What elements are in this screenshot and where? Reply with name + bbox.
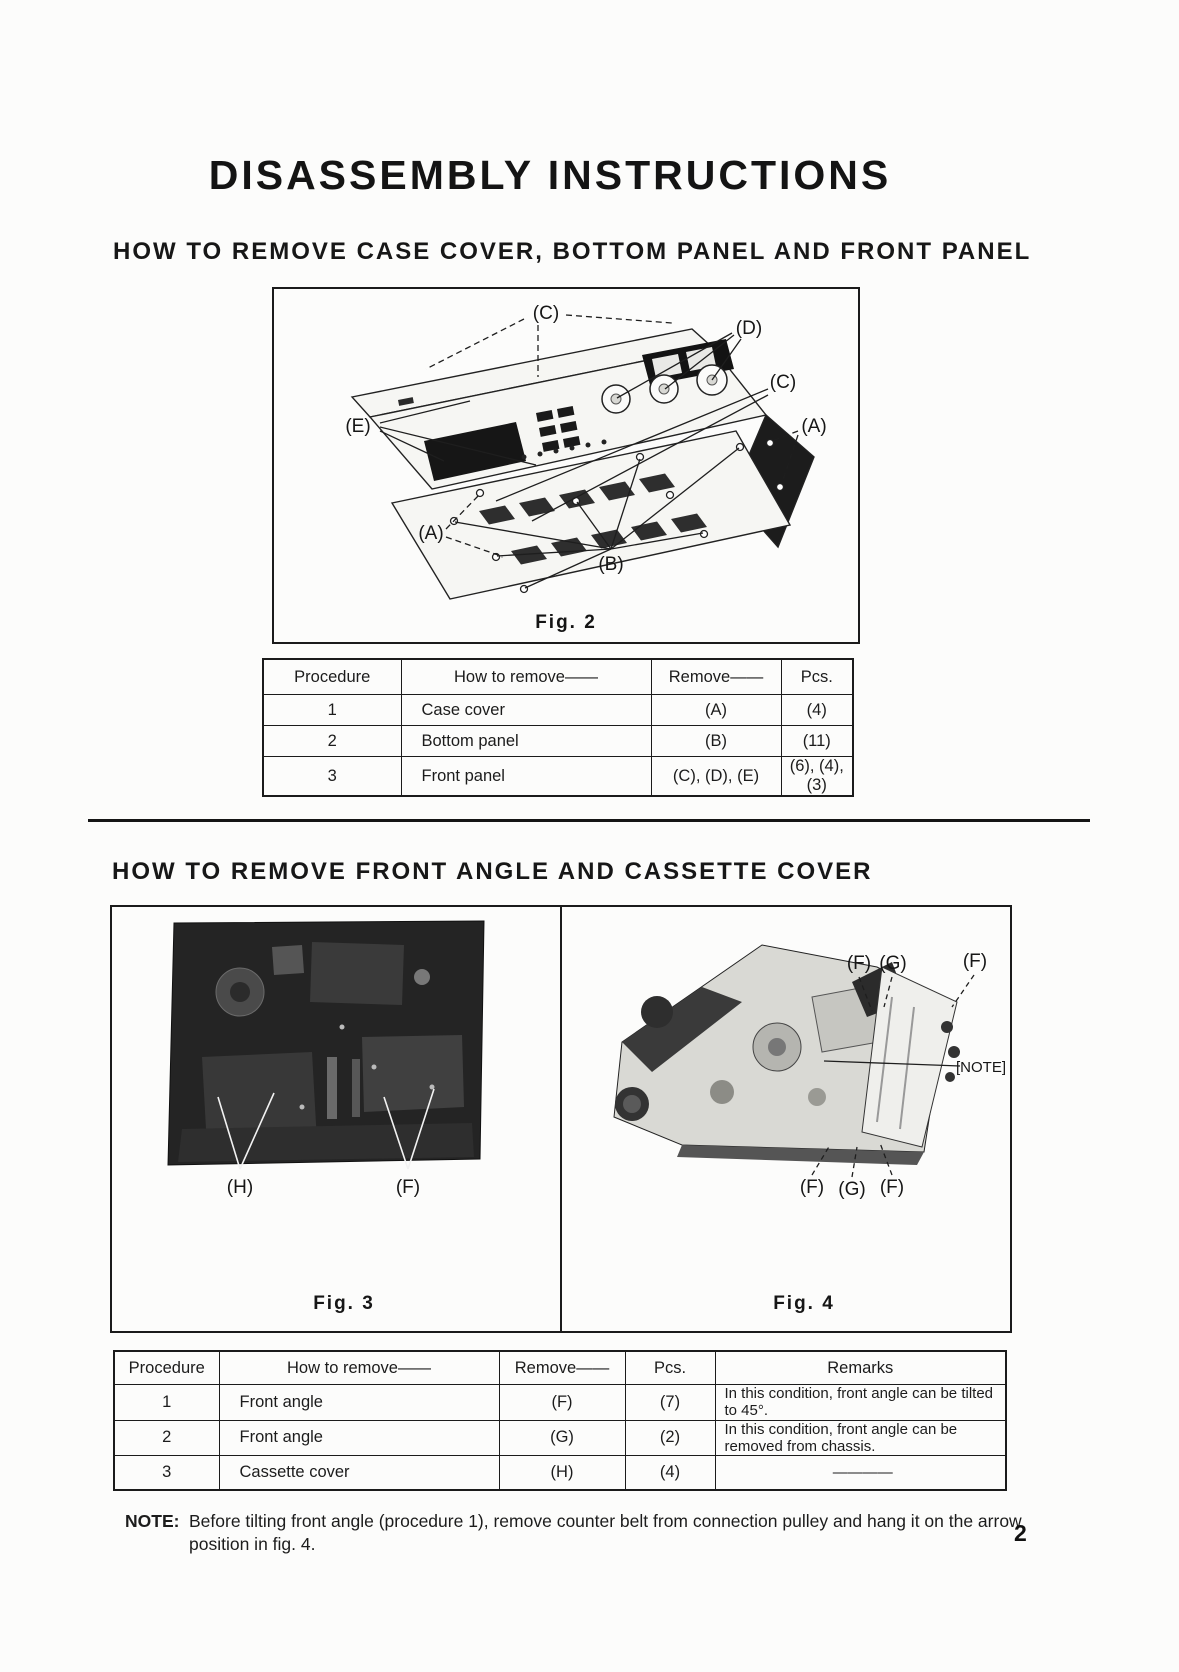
figure-4 — [562, 907, 1010, 1331]
fig2-drawing — [274, 289, 858, 641]
t1-cell: Bottom panel — [401, 726, 651, 757]
t2-cell: (7) — [625, 1385, 715, 1421]
t1-cell: (C), (D), (E) — [651, 757, 781, 797]
t2-cell: 3 — [114, 1456, 219, 1491]
fig2-label-c-right: (C) — [769, 372, 797, 393]
t1-cell: (A) — [651, 695, 781, 726]
table-row — [114, 1385, 1006, 1421]
t2-cell: In this condition, front angle can be removed from chassis. — [715, 1420, 1006, 1456]
t1-cell: 3 — [263, 757, 401, 797]
fig2-label-e: (E) — [345, 416, 371, 437]
t2-header-remove: Remove—— — [499, 1351, 625, 1385]
t2-cell: Front angle — [219, 1385, 499, 1421]
t1-header-procedure: Procedure — [263, 659, 401, 695]
t2-cell: (H) — [499, 1456, 625, 1491]
section2-heading: HOW TO REMOVE FRONT ANGLE AND CASSETTE COVER — [112, 858, 873, 885]
t1-cell: (6), (4), (3) — [781, 757, 853, 797]
fig4-photo — [562, 907, 1009, 1331]
fig2-label-b: (B) — [598, 554, 624, 575]
t1-cell: (B) — [651, 726, 781, 757]
fig4-label-f-bottom2: (F) — [879, 1177, 905, 1198]
fig2-label-c-top: (C) — [532, 303, 560, 324]
t2-header-pcs: Pcs. — [625, 1351, 715, 1385]
t2-cell-dash: ———— — [715, 1456, 1006, 1491]
fig3-label-f: (F) — [395, 1177, 421, 1198]
note-text: Before tilting front angle (procedure 1), remove counter belt from connection pulley and hang it on the arrow position in fig. 4. — [189, 1510, 1022, 1555]
t2-cell: (4) — [625, 1456, 715, 1491]
section1-heading: HOW TO REMOVE CASE COVER, BOTTOM PANEL AND FRONT PANEL — [113, 238, 1032, 265]
table-row — [114, 1456, 1006, 1491]
fig4-label-f-top2: (F) — [962, 951, 988, 972]
figure-2 — [272, 287, 860, 644]
table-row — [263, 695, 853, 726]
fig3-photo — [112, 907, 557, 1331]
section-divider — [88, 819, 1090, 822]
t1-header-remove: Remove—— — [651, 659, 781, 695]
table-row — [263, 726, 853, 757]
t1-cell: (4) — [781, 695, 853, 726]
fig4-note-label: [NOTE] — [955, 1059, 1006, 1076]
table-row — [263, 757, 853, 797]
disassembly-table-2 — [113, 1350, 1007, 1491]
fig4-label-f-bottom1: (F) — [799, 1177, 825, 1198]
t2-cell: Cassette cover — [219, 1456, 499, 1491]
t1-cell: 2 — [263, 726, 401, 757]
fig4-label-f-top1: (F) — [846, 953, 872, 974]
t2-header-how: How to remove—— — [219, 1351, 499, 1385]
figure-3 — [112, 907, 562, 1331]
figure-4-caption: Fig. 4 — [773, 1293, 835, 1314]
table-row — [114, 1420, 1006, 1456]
t2-header-procedure: Procedure — [114, 1351, 219, 1385]
t1-header-how: How to remove—— — [401, 659, 651, 695]
t2-cell: In this condition, front angle can be tilted to 45°. — [715, 1385, 1006, 1421]
t2-cell: 1 — [114, 1385, 219, 1421]
note-label: NOTE: — [125, 1510, 180, 1531]
t2-cell: (G) — [499, 1420, 625, 1456]
t1-cell: Case cover — [401, 695, 651, 726]
t1-cell: (11) — [781, 726, 853, 757]
note-paragraph — [125, 1510, 1081, 1557]
fig4-photo-area — [614, 945, 960, 1165]
t2-cell: (F) — [499, 1385, 625, 1421]
fig2-label-d: (D) — [735, 318, 763, 339]
page-number: 2 — [1014, 1520, 1027, 1546]
fig4-label-g-bottom: (G) — [838, 1179, 866, 1200]
fig3-label-h: (H) — [226, 1177, 254, 1198]
t2-cell: Front angle — [219, 1420, 499, 1456]
fig3-photo-area — [168, 921, 484, 1165]
t1-cell: 1 — [263, 695, 401, 726]
t1-cell: Front panel — [401, 757, 651, 797]
fig2-label-a-right: (A) — [801, 416, 827, 437]
fig2-deck-body — [352, 329, 814, 599]
table-header-row — [114, 1351, 1006, 1385]
table-header-row — [263, 659, 853, 695]
fig4-label-g-top: (G) — [879, 953, 907, 974]
t2-header-remarks: Remarks — [715, 1351, 1006, 1385]
disassembly-table-1 — [262, 658, 854, 797]
fig2-label-a-left: (A) — [418, 523, 444, 544]
figure-2-caption: Fig. 2 — [535, 612, 597, 633]
t2-cell: (2) — [625, 1420, 715, 1456]
page-title: DISASSEMBLY INSTRUCTIONS — [208, 152, 892, 198]
figure-3-caption: Fig. 3 — [313, 1293, 375, 1314]
t1-header-pcs: Pcs. — [781, 659, 853, 695]
t2-cell: 2 — [114, 1420, 219, 1456]
figure-3-4-box — [110, 905, 1012, 1333]
